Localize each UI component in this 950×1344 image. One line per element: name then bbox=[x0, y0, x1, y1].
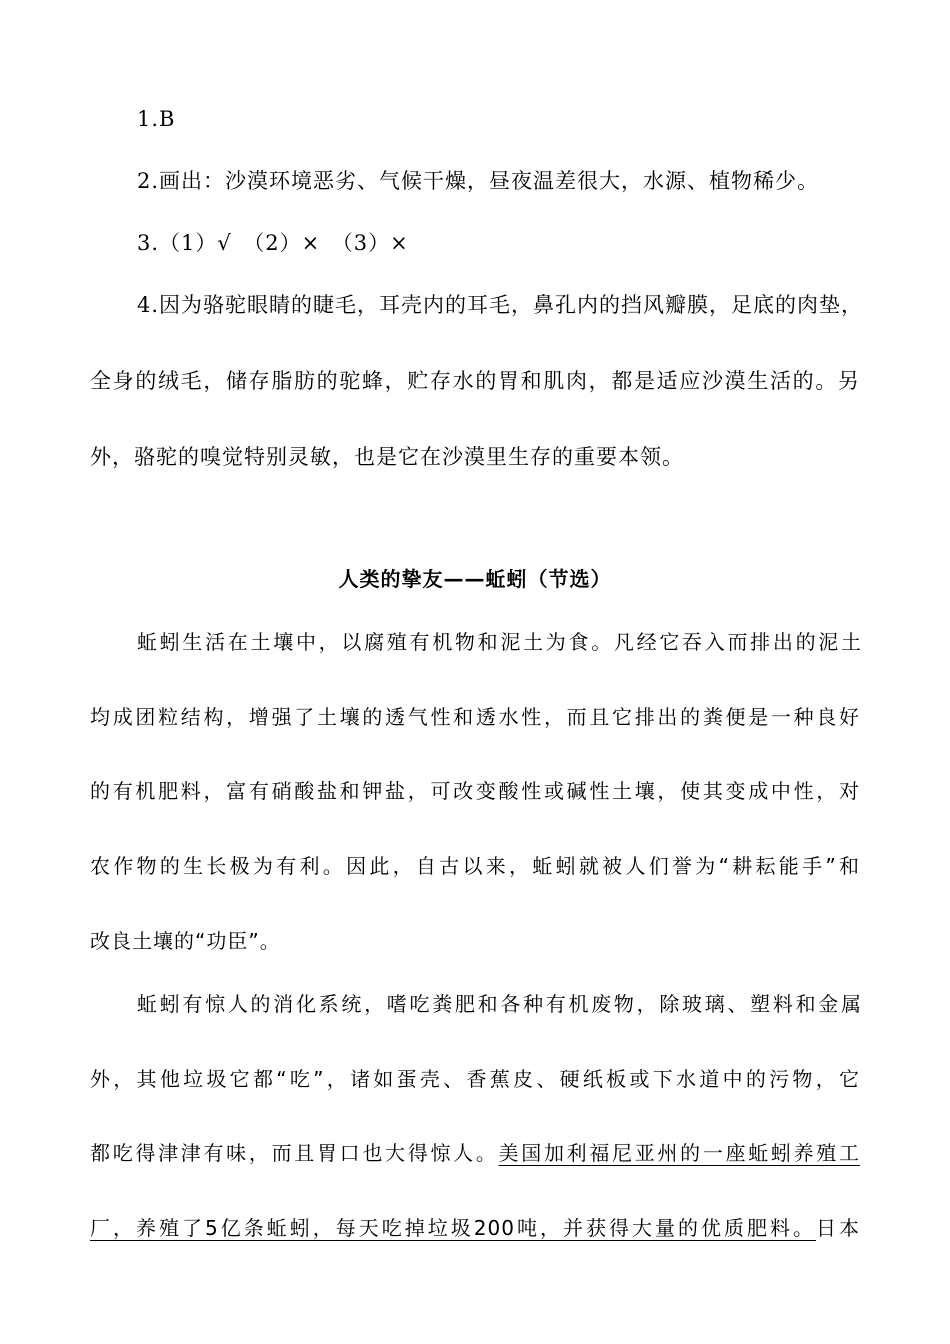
paragraph-1-line-3: 的有机肥料，富有硝酸盐和钾盐，可改变酸性或碱性土壤，使其变成中性，对 bbox=[90, 779, 860, 803]
underlined-sentence-part-2: 厂，养殖了5亿条蚯蚓，每天吃掉垃圾200吨，并获得大量的优质肥料。 bbox=[90, 1216, 816, 1240]
answer-4-line-2: 全身的绒毛，储存脂肪的驼蜂，贮存水的胃和肌肉，都是适应沙漠生活的。另 bbox=[90, 369, 860, 393]
article-title: 人类的挚友——蚯蚓（节选） bbox=[338, 567, 612, 591]
answer-2: 2.画出：沙漠环境恶劣、气候干燥，昼夜温差很大，水源、植物稀少。 bbox=[137, 169, 820, 193]
answer-4-line-1: 4.因为骆驼眼睛的睫毛，耳壳内的耳毛，鼻孔内的挡风瓣膜，足底的肉垫， bbox=[137, 293, 864, 317]
paragraph-2-line-4 bbox=[90, 1213, 860, 1243]
paragraph-2-line-4-text: 日本 bbox=[816, 1216, 861, 1240]
paragraph-1-line-2: 均成团粒结构，增强了土壤的透气性和透水性，而且它排出的粪便是一种良好 bbox=[90, 705, 860, 729]
paragraph-1-line-5: 改良土壤的“功臣”。 bbox=[90, 929, 281, 953]
answer-3: 3.（1）√ （2）× （3）× bbox=[137, 231, 409, 255]
paragraph-2-line-3 bbox=[90, 1138, 860, 1168]
answer-1: 1.B bbox=[137, 107, 176, 131]
paragraph-1-line-4: 农作物的生长极为有利。因此，自古以来，蚯蚓就被人们誉为“耕耘能手”和 bbox=[90, 854, 860, 878]
paragraph-2-line-3-text: 都吃得津津有味，而且胃口也大得惊人。 bbox=[90, 1141, 499, 1165]
answer-4-line-3: 外，骆驼的嗅觉特别灵敏，也是它在沙漠里生存的重要本领。 bbox=[90, 445, 684, 469]
paragraph-2-line-1: 蚯蚓有惊人的消化系统，嗜吃粪肥和各种有机废物，除玻璃、塑料和金属 bbox=[137, 992, 862, 1016]
underlined-sentence-part-1: 美国加利福尼亚州的一座蚯蚓养殖工 bbox=[498, 1141, 861, 1165]
paragraph-1-line-1: 蚯蚓生活在土壤中，以腐殖有机物和泥土为食。凡经它吞入而排出的泥土 bbox=[137, 630, 862, 654]
paragraph-2-line-2: 外，其他垃圾它都“吃”，诸如蛋壳、香蕉皮、硬纸板或下水道中的污物，它 bbox=[90, 1067, 860, 1091]
